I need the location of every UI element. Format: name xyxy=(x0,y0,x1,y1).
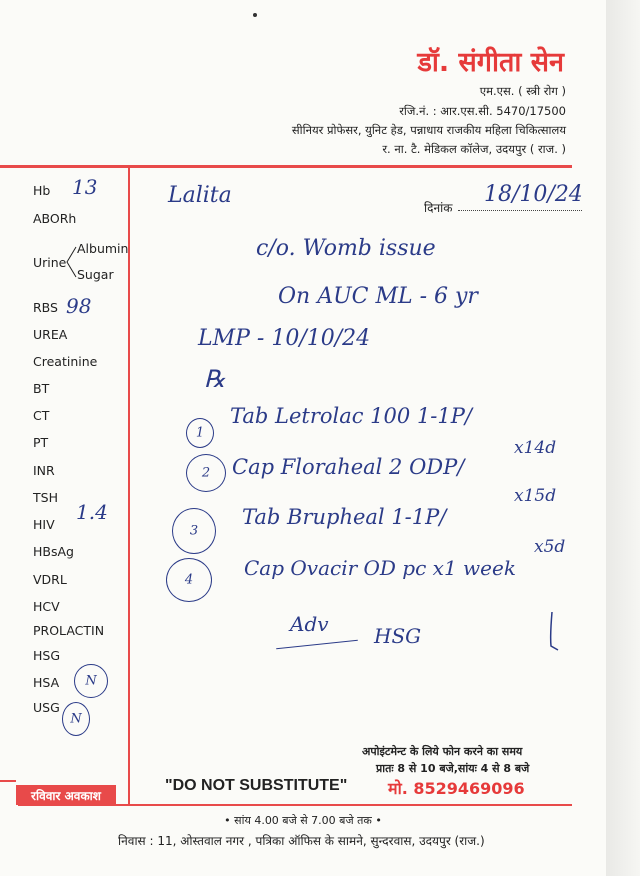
item-number-circle xyxy=(186,418,214,448)
label-aborh: ABORh xyxy=(33,211,77,226)
page-edge xyxy=(606,0,640,876)
label-bt: BT xyxy=(33,381,50,396)
value-hsa: N xyxy=(85,673,97,689)
label-sugar: Sugar xyxy=(77,267,114,282)
lmp: LMP - 10/10/24 xyxy=(198,326,371,351)
label-hiv: HIV xyxy=(33,517,55,532)
appointment-line-1: अपोइंटमेन्ट के लिये फोन करने का समय xyxy=(362,745,523,758)
label-hsg: HSG xyxy=(33,648,61,663)
holiday-badge: रविवार अवकाश xyxy=(16,785,116,805)
item-number-circle xyxy=(172,508,216,554)
value-hb: 13 xyxy=(72,175,98,199)
rx-item-2: Cap Floraheal 2 ODP/ xyxy=(232,455,465,479)
value-tsh: 1.4 xyxy=(76,500,108,524)
label-prolactin: PROLACTIN xyxy=(33,623,105,638)
registration-number: रजि.नं. : आर.एस.सी. 5470/17500 xyxy=(399,104,566,118)
hsa-circle xyxy=(74,664,108,698)
urine-group xyxy=(33,241,128,281)
label-creatinine: Creatinine xyxy=(33,354,98,369)
label-hbsag: HBsAg xyxy=(33,544,74,559)
footer-tick xyxy=(0,780,16,782)
date-label: दिनांक xyxy=(424,201,453,215)
footer-divider xyxy=(18,804,572,806)
chief-complaint: c/o. Womb issue xyxy=(256,236,436,261)
history: On AUC ML - 6 yr xyxy=(278,284,478,309)
rx-item-1-qty: x14d xyxy=(514,438,557,458)
label-urea: UREA xyxy=(33,327,68,342)
bracket-icon xyxy=(65,245,77,279)
item-number-circle xyxy=(166,558,212,602)
doctor-name: डॉ. संगीता सेन xyxy=(417,47,564,78)
patient-name: Lalita xyxy=(168,183,232,208)
do-not-substitute: "DO NOT SUBSTITUTE" xyxy=(165,777,348,794)
label-hsa: HSA xyxy=(33,675,60,690)
signature-mark xyxy=(546,610,560,652)
residence-address: निवास : 11, ओस्तवाल नगर , पत्रिका ऑफिस के सामने, सुन्दरवास, उदयपुर (राज.) xyxy=(118,834,485,848)
label-tsh: TSH xyxy=(33,490,58,505)
item-number-circle xyxy=(186,454,226,492)
item-number: 4 xyxy=(184,572,194,588)
label-hb: Hb xyxy=(33,183,51,198)
designation: सीनियर प्रोफेसर, युनिट हेड, पन्नाधाय राजकीय महिला चिकित्सालय xyxy=(291,123,566,137)
qualification: एम.एस. ( स्त्री रोग ) xyxy=(479,84,566,98)
label-usg: USG xyxy=(33,700,60,715)
label-vdrl: VDRL xyxy=(33,572,67,587)
advice-underline xyxy=(276,640,358,650)
item-number: 1 xyxy=(195,425,205,441)
sidebar-divider xyxy=(128,166,130,806)
rx-item-1: Tab Letrolac 100 1-1P/ xyxy=(230,404,472,428)
paper-mark xyxy=(253,13,257,17)
advice-label: Adv xyxy=(290,612,329,636)
header-divider xyxy=(0,165,572,168)
value-rbs: 98 xyxy=(66,294,92,318)
date-line xyxy=(458,210,582,211)
label-rbs: RBS xyxy=(33,300,58,315)
value-usg: N xyxy=(70,711,82,727)
label-pt: PT xyxy=(33,435,49,450)
evening-timing: • सांय 4.00 बजे से 7.00 बजे तक • xyxy=(224,814,382,827)
appointment-line-2: प्रातः 8 से 10 बजे,सांयः 4 से 8 बजे xyxy=(376,762,530,775)
mobile-number: मो. 8529469096 xyxy=(388,779,525,798)
rx-item-3-qty: x5d xyxy=(534,537,566,557)
label-ct: CT xyxy=(33,408,50,423)
rx-item-3: Tab Brupheal 1-1P/ xyxy=(242,505,447,529)
item-number: 3 xyxy=(189,523,199,539)
item-number: 2 xyxy=(201,465,211,481)
rx-item-4: Cap Ovacir OD pc x1 week xyxy=(244,556,516,580)
label-hcv: HCV xyxy=(33,599,60,614)
date-value: 18/10/24 xyxy=(484,182,583,207)
rx-item-2-qty: x15d xyxy=(514,486,557,506)
advice-value: HSG xyxy=(374,624,422,648)
label-urine: Urine xyxy=(33,255,67,270)
usg-circle xyxy=(62,702,90,736)
label-inr: INR xyxy=(33,463,55,478)
college: र. ना. टै. मेडिकल कॉलेज, उदयपुर ( राज. ) xyxy=(382,142,566,156)
rx-symbol: ℞ xyxy=(204,365,226,393)
label-albumin: Albumin xyxy=(77,241,129,256)
